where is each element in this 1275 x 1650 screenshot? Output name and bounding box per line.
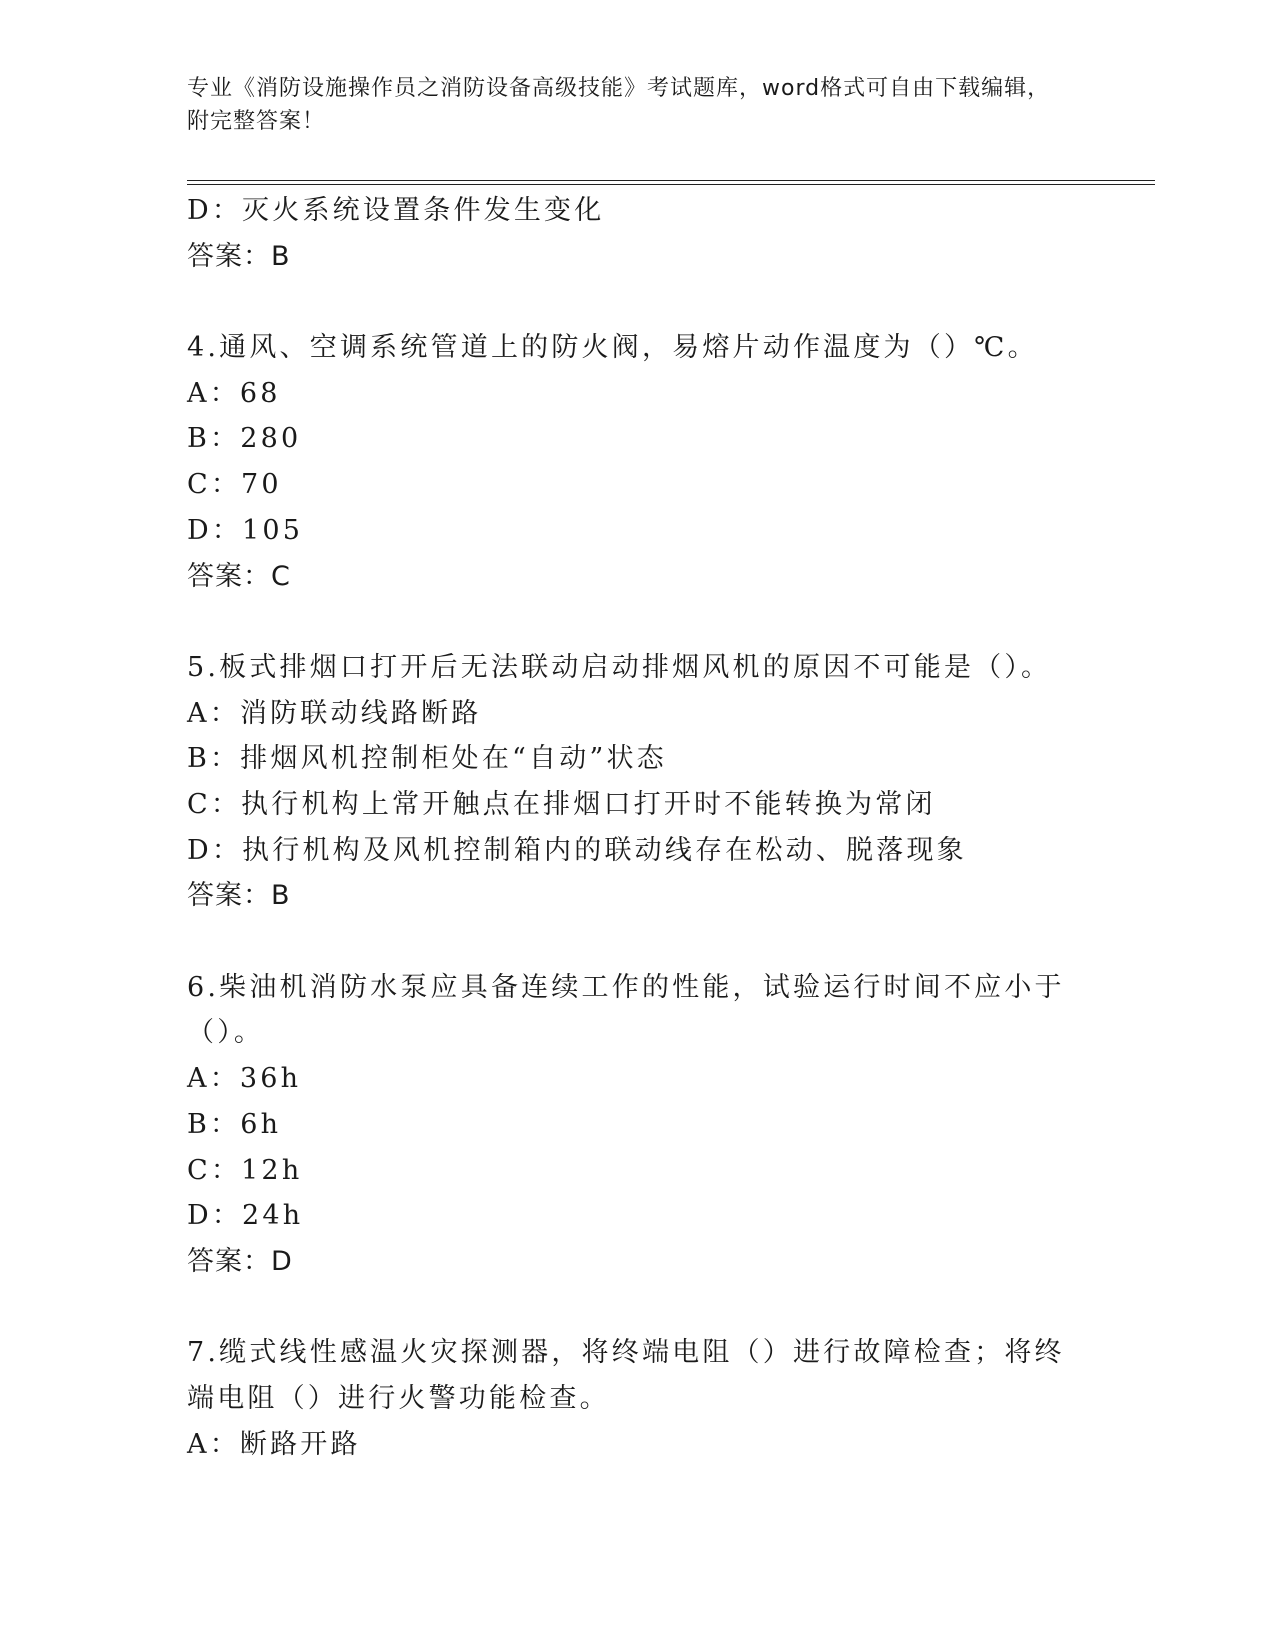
spacer (187, 599, 1067, 645)
option-a: A：断路开路 (187, 1428, 361, 1460)
question-text: 6.柴油机消防水泵应具备连续工作的性能，试验运行时间不应小于（）。 (187, 971, 1065, 1049)
header-text: 专业《消防设施操作员之消防设备高级技能》考试题库，word格式可自由下载编辑，附完整答案！ (187, 76, 1051, 134)
option-b: B：排烟风机控制柜处在“自动”状态 (187, 743, 667, 775)
question-7 (187, 1330, 1067, 1467)
option-a: A：36h (187, 1063, 302, 1095)
option-b: B：280 (187, 423, 302, 455)
question-text: 7.缆式线性感温火灾探测器，将终端电阻（）进行故障检查；将终端电阻（）进行火警功能检查。 (187, 1337, 1065, 1414)
spacer (187, 1285, 1067, 1331)
option-d: D：执行机构及风机控制箱内的联动线存在松动、脱落现象 (187, 834, 967, 866)
option-a: A：消防联动线路断路 (187, 697, 482, 729)
question-4 (187, 325, 1067, 599)
question-content (187, 188, 1067, 1467)
header-divider-top (187, 180, 1155, 181)
question-text: 4.通风、空调系统管道上的防火阀，易熔片动作温度为（）℃。 (187, 332, 1038, 364)
option-a: A：68 (187, 377, 281, 409)
question-5 (187, 645, 1067, 919)
answer-line: 答案：C (187, 560, 291, 592)
answer-line: 答案：D (187, 1245, 293, 1277)
option-b: B：6h (187, 1108, 282, 1140)
option-d: D：灭火系统设置条件发生变化 (187, 195, 605, 226)
document-header (187, 72, 1067, 138)
question-6 (187, 965, 1067, 1285)
option-c: C：70 (187, 469, 282, 501)
option-c: C：12h (187, 1154, 303, 1186)
header-divider-bottom (187, 184, 1155, 185)
spacer (187, 279, 1067, 325)
option-c: C：执行机构上常开触点在排烟口打开时不能转换为常闭 (187, 788, 936, 820)
option-d: D：24h (187, 1200, 304, 1232)
spacer (187, 919, 1067, 965)
question-text: 5.板式排烟口打开后无法联动启动排烟风机的原因不可能是（）。 (187, 651, 1052, 683)
option-d: D：105 (187, 514, 304, 546)
previous-question-tail (187, 188, 1067, 279)
answer-line: 答案：B (187, 240, 291, 272)
answer-line: 答案：B (187, 880, 291, 912)
